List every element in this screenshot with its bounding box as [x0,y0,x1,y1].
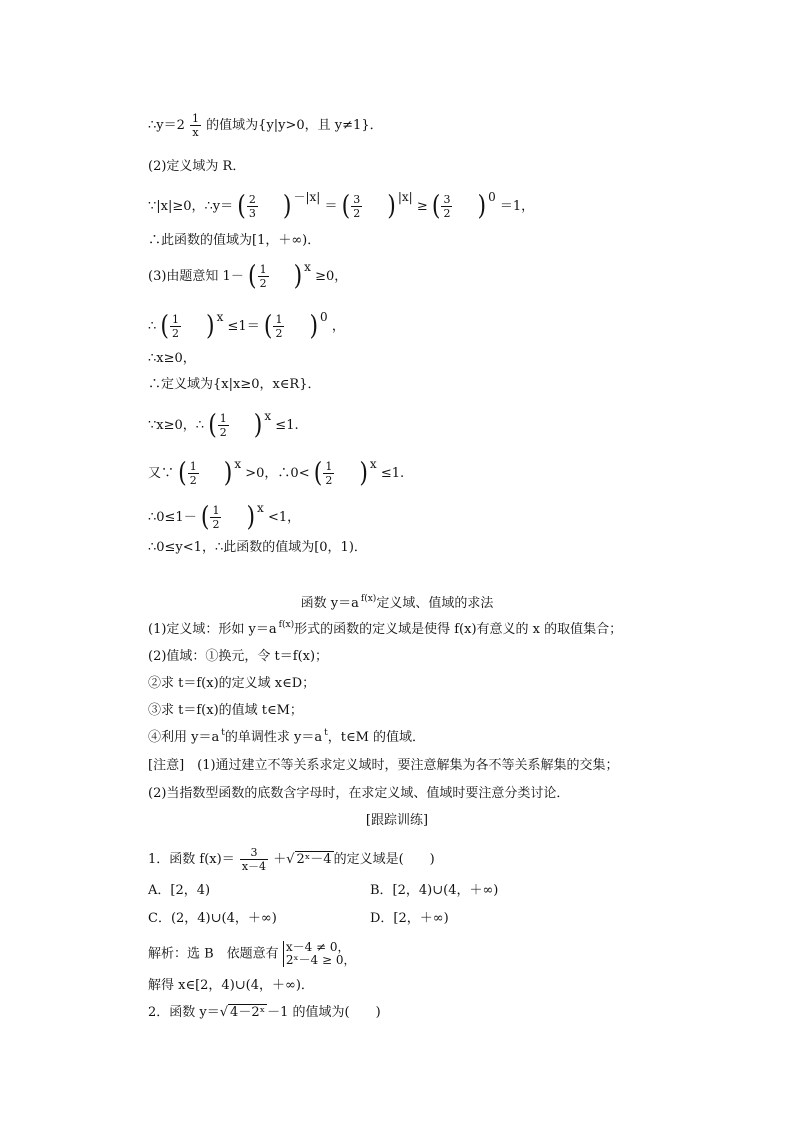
method-step4: ④利用 y＝a $^t$的单调性求 y＝a $^t$，t∈M 的值域． [148,728,426,745]
section-heading-practice: [跟踪训练] [365,813,429,828]
line-x-nonneg: ∴x≥0， [148,351,196,366]
line-part3-ineq: ∴ ( $\frac{1}{2}$ ) x ≤1＝ ( $\frac{1}{2}$ ) 0 ， [148,310,345,342]
option-d[interactable]: D．[2，＋∞) [370,911,449,926]
line-part3-start: (3)由题意知 1－ ( $\frac{1}{2}$ ) x ≥0， [148,260,348,292]
note-1: [注意] (1)通过建立不等关系求定义域时，要注意解集为各不等关系解集的交集； [148,758,619,773]
option-c[interactable]: C．(2，4)∪(4，＋∞) [148,911,277,926]
method-range: (2)值域：①换元，令 t＝f(x)； [148,649,329,664]
line-also-because: 又∵ ( $\frac{1}{2}$ ) x >0，∴0< ( $\frac{1}{2}$ ) x ≤1. [148,457,405,489]
line-abs-inequality: ∵|x|≥0，∴y＝ ( $\frac{2}{3}$ ) －|x| ＝ ( $\frac{3}{2}$ ) |x| ≥ ( $\frac{3}{2}$ ) 0 ＝1， [148,190,535,222]
line-range-result-3: ∴0≤y<1，∴此函数的值域为[0，1)． [148,540,367,555]
question-1: 1．函数 f(x)＝ $\frac{3}{x-4}$ ＋√ 2ˣ－4 的定义域是( ) [148,846,435,873]
line-range-result-1: ∴此函数的值域为[1，＋∞)． [148,233,321,248]
line-domain-R: (2)定义域为 R． [148,159,246,174]
line-bounds: ∴0≤1－ ( $\frac{1}{2}$ ) x <1， [148,501,301,533]
method-domain: (1)定义域：形如 y＝a $^{f(x)}$形式的函数的定义域是使得 f(x)有意义的 x 的取值集合； [148,620,623,637]
line-because-x: ∵x≥0，∴ ( $\frac{1}{2}$ ) x ≤1. [148,409,299,441]
inequality-system: x－4 ≠ 0， 2ˣ－4 ≥ 0， [283,941,356,967]
line-range-of-y: ∴y＝2 $\frac{1}{x}$ 的值域为{y|y>0，且 y≠1}． [148,112,383,139]
option-b[interactable]: B．[2，4)∪(4，＋∞) [370,883,499,898]
note-2: (2)当指数型函数的底数含字母时，在求定义域、值域时要注意分类讨论． [148,786,570,801]
question-2: 2．函数 y＝√ 4－2ˣ －1 的值域为( ) [148,1005,381,1020]
method-step3: ③求 t＝f(x)的值域 t∈M； [148,703,303,718]
solution-1: 解析：选 B 依题意有 x－4 ≠ 0， 2ˣ－4 ≥ 0， [148,940,356,967]
fraction-1-over-x: $\frac{1}{x}$ [192,112,200,139]
option-a[interactable]: A．[2，4) [148,883,211,898]
line-domain-set: ∴定义域为{x|x≥0，x∈R}． [148,377,321,392]
solution-result: 解得 x∈[2，4)∪(4，＋∞)． [148,978,314,993]
section-heading-method: 函数 y＝a $^{f(x)}$定义域、值域的求法 [300,594,494,611]
method-step2: ②求 t＝f(x)的定义域 x∈D； [148,676,316,691]
